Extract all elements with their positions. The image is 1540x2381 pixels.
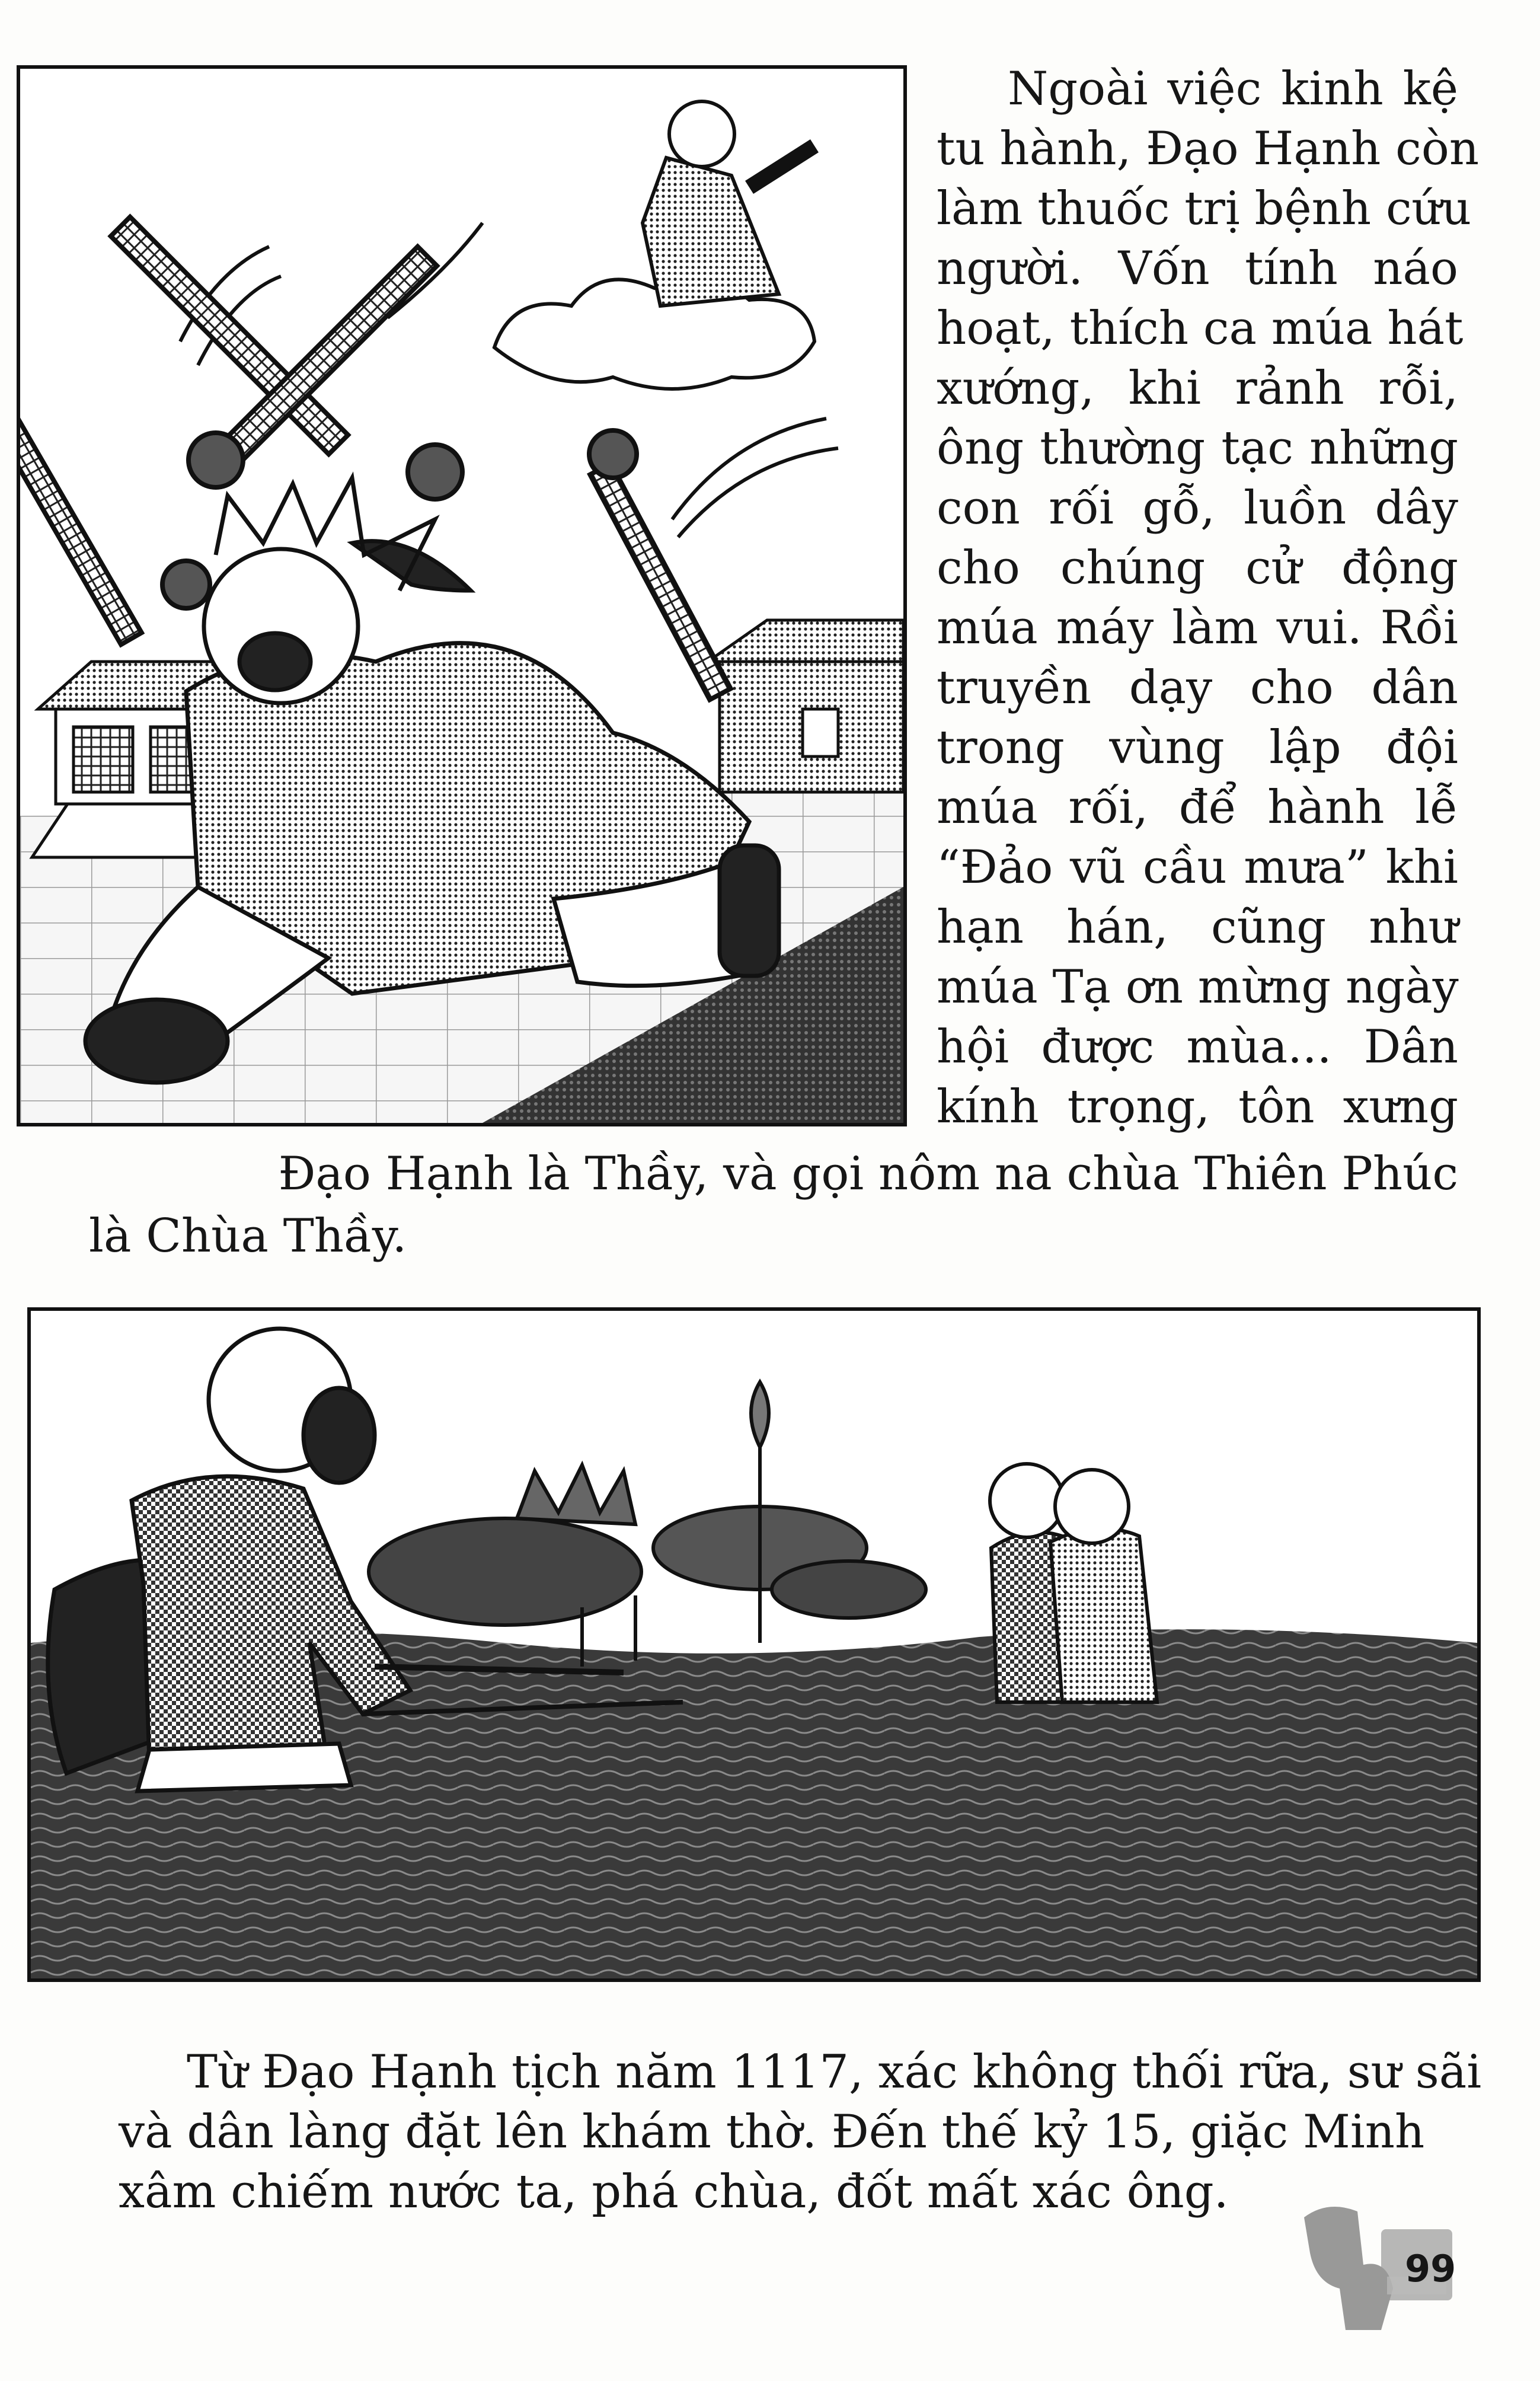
text-line: truyền dạy cho dân: [937, 661, 1458, 714]
text-line: làm thuốc trị bệnh cứu: [937, 182, 1472, 235]
text-line: con rối gỗ, luồn dây: [937, 481, 1458, 535]
text-line: múa máy làm vui. Rồi: [937, 601, 1458, 655]
text-line: Đạo Hạnh là Thầy, và gọi nôm na chùa Thiên Phúc: [278, 1147, 1458, 1201]
puppet-attack-illustration: [20, 69, 903, 1123]
paragraph-2: [119, 2042, 1482, 2222]
text-line: Từ Đạo Hạnh tịch năm 1117, xác không thối rữa, sư sãi: [187, 2045, 1482, 2099]
page-number: 99: [1405, 2247, 1456, 2290]
text-line: hạn hán, cũng như: [937, 901, 1458, 954]
comic-panel-puppets: [17, 65, 907, 1126]
text-line: ông thường tạc những: [937, 422, 1458, 475]
text-line: xâm chiếm nước ta, phá chùa, đốt mất xác ông.: [119, 2165, 1229, 2219]
text-line: Ngoài việc kinh kệ: [1008, 62, 1458, 116]
paragraph-1-column: [937, 59, 1480, 1137]
text-line: cho chúng cử động: [937, 541, 1458, 595]
text-line: là Chùa Thầy.: [89, 1209, 407, 1263]
text-line: múa Tạ ơn mừng ngày: [937, 960, 1459, 1014]
paragraph-1-last-line: [89, 1207, 407, 1266]
text-line: “Đảo vũ cầu mưa” khi: [937, 841, 1458, 894]
comic-panel-pond: [27, 1307, 1481, 1982]
pond-illustration: [31, 1311, 1477, 1978]
text-line: xướng, khi rảnh rỗi,: [937, 362, 1458, 415]
text-line: và dân làng đặt lên khám thờ. Đến thế kỷ 15, giặc Minh: [119, 2105, 1425, 2159]
text-line: kính trọng, tôn xưng: [937, 1080, 1458, 1134]
text-line: người. Vốn tính náo: [937, 242, 1458, 295]
text-line: hội được mùa... Dân: [937, 1020, 1458, 1074]
paragraph-1-full-line: [267, 1144, 1458, 1204]
text-line: hoạt, thích ca múa hát: [937, 302, 1464, 355]
text-line: múa rối, để hành lễ: [937, 781, 1458, 834]
text-line: trong vùng lập đội: [937, 721, 1458, 774]
text-line: tu hành, Đạo Hạnh còn: [937, 122, 1480, 175]
